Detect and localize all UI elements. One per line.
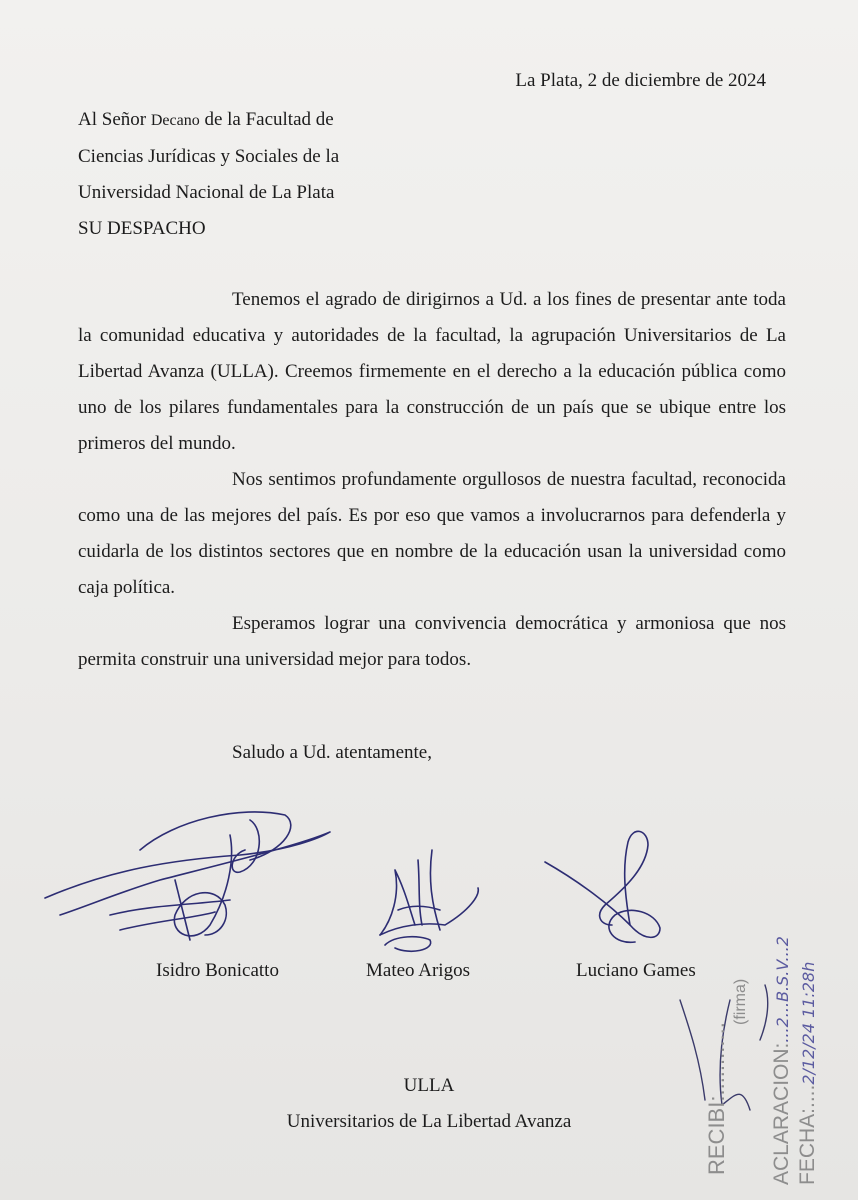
stamp-firma bbox=[732, 979, 750, 1025]
signature-luciano-games bbox=[545, 831, 660, 942]
signer-name-3: Luciano Games bbox=[576, 960, 696, 981]
addressee-line-3: Universidad Nacional de La Plata bbox=[78, 182, 335, 203]
stamp-aclaracion bbox=[770, 936, 794, 1185]
signature-isidro-bonicatto bbox=[45, 812, 330, 940]
paragraph-2: Nos sentimos profundamente orgullosos de nuestra facultad, reconocida como una de las mejores del país. Es por eso que vamos a involucrarnos para defenderla y cuidarla de los distintos sectores que en nombre de la educación usan la universidad como caja política. bbox=[78, 469, 786, 598]
stamp-fecha: FECHA:....2/12/24 11:28h bbox=[796, 961, 819, 1185]
addressee-line-2: Ciencias Jurídicas y Sociales de la bbox=[78, 146, 340, 167]
paragraph-3: Esperamos lograr una convivencia democrática y armoniosa que nos permita construir una universidad mejor para todos. bbox=[78, 613, 786, 670]
stamp-aclaracion-label: ACLARACION: bbox=[770, 1042, 793, 1185]
addressee-line-4: SU DESPACHO bbox=[78, 218, 206, 239]
organization-full-name: Universitarios de La Libertad Avanza bbox=[286, 1111, 572, 1132]
stamp-fecha-value: 2/12/24 11:28h bbox=[799, 961, 818, 1085]
addressee-title: Decano bbox=[150, 112, 200, 129]
addressee-salutation: Al Señor bbox=[78, 109, 151, 130]
stamp-recibi-label: RECIBI: bbox=[704, 1095, 729, 1175]
stamp-recibi: RECIBI:............ bbox=[704, 1022, 729, 1175]
closing-line: Saludo a Ud. atentamente, bbox=[232, 742, 432, 763]
organization-acronym: ULLA bbox=[403, 1075, 455, 1096]
addressee-faculty: de la Facultad de bbox=[199, 109, 334, 130]
stamp-firma-label: (firma) bbox=[732, 978, 749, 1025]
paragraph-1: Tenemos el agrado de dirigirnos a Ud. a los fines de presentar ante toda la comunidad educativa y autoridades de la facultad, la agrupación Universitarios de La Libertad Avanza (ULLA). Creemos firmemente en el derecho a la educación pública como uno de los pilares fundamentales para la construcción de un país que se ubique entre los primeros del mundo. bbox=[78, 289, 786, 454]
signer-name-2: Mateo Arigos bbox=[366, 960, 470, 981]
signature-mateo-arigos bbox=[380, 850, 478, 951]
stamp-aclaracion-value: ...2...B.S.V...2 bbox=[773, 936, 792, 1043]
signer-name-1: Isidro Bonicatto bbox=[156, 960, 279, 981]
stamp-fecha-label: FECHA: bbox=[796, 1107, 819, 1185]
date-line: La Plata, 2 de diciembre de 2024 bbox=[515, 70, 766, 91]
